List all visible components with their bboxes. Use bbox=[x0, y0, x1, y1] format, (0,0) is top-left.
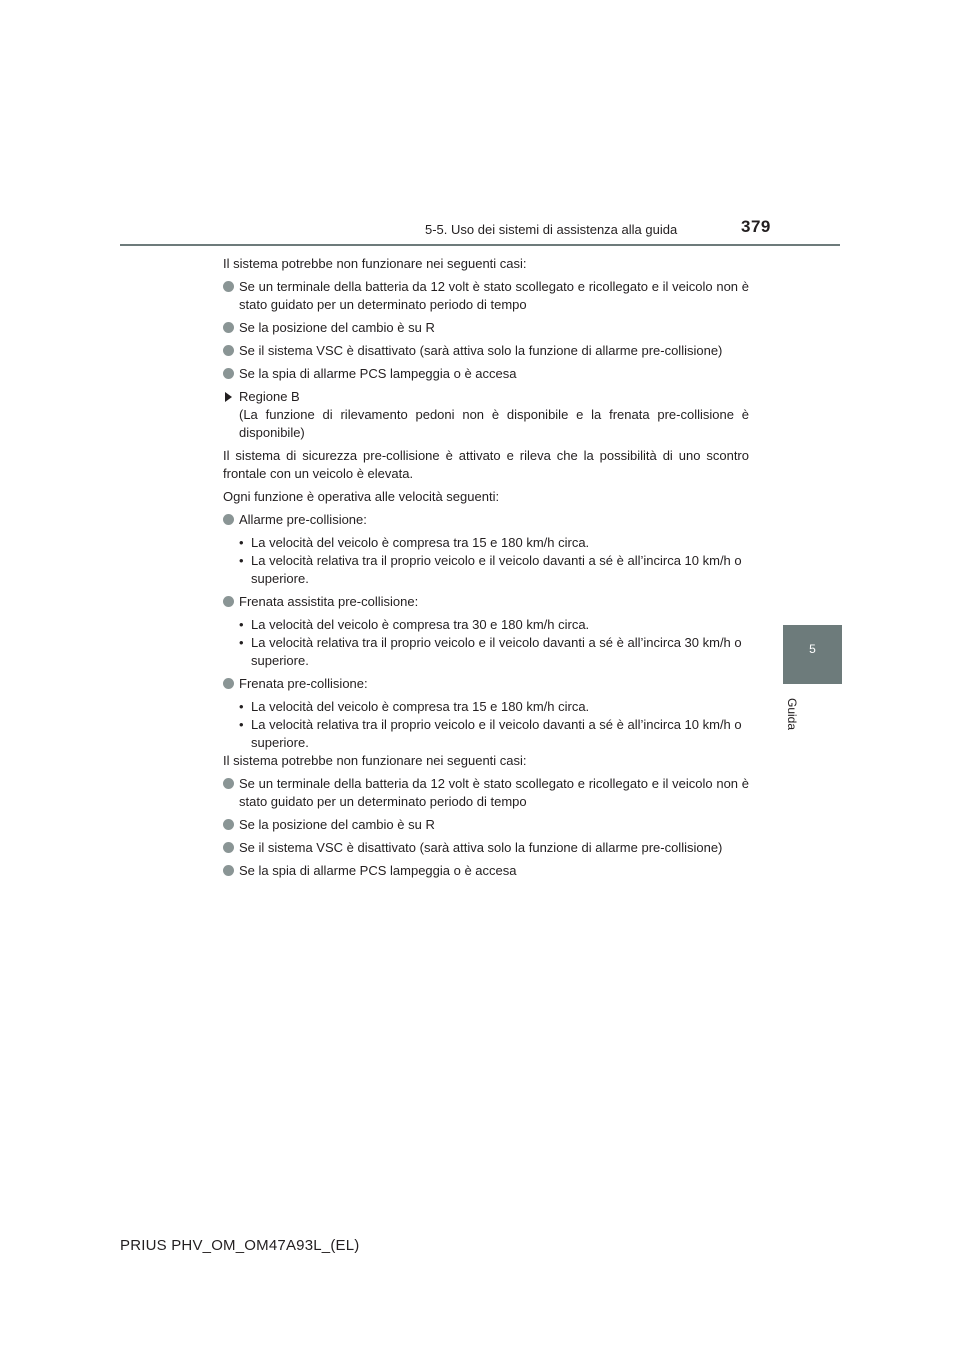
function-item: Allarme pre-collisione: bbox=[223, 511, 749, 529]
header-divider bbox=[120, 244, 840, 246]
condition-item: • La velocità relativa tra il proprio veicolo e il veicolo davanti a sé è all’incirca 30 km/h o superiore. bbox=[239, 635, 742, 668]
function-conditions bbox=[223, 534, 749, 588]
chapter-label bbox=[781, 698, 805, 738]
function-item: Frenata assistita pre-collisione: bbox=[223, 593, 749, 611]
section-title: 5-5. Uso dei sistemi di assistenza alla guida bbox=[425, 222, 678, 237]
bullet-circle-icon bbox=[223, 514, 234, 525]
bullet-dot-icon: • bbox=[239, 717, 244, 732]
region-note: (La funzione di rilevamento pedoni non è disponibile e la frenata pre-collisione è disponibile) bbox=[239, 407, 749, 440]
description-text: Il sistema di sicurezza pre-collisione è attivato e rileva che la possibilità di uno scontro frontale con un veicolo è elevata. bbox=[223, 448, 749, 481]
document-code: PRIUS PHV_OM_OM47A93L_(EL) bbox=[120, 1237, 360, 1254]
bullet-dot-icon: • bbox=[239, 553, 244, 568]
bullet-circle-icon bbox=[223, 368, 234, 379]
list-item: Se la posizione del cambio è su R bbox=[223, 319, 749, 337]
condition-item: • La velocità del veicolo è compresa tra 30 e 180 km/h circa. bbox=[239, 617, 590, 632]
chapter-tab-number: 5 bbox=[809, 642, 816, 656]
condition-item: • La velocità del veicolo è compresa tra 15 e 180 km/h circa. bbox=[239, 535, 590, 550]
bullet-circle-icon bbox=[223, 596, 234, 607]
bullet-circle-icon bbox=[223, 778, 234, 789]
function-item: Frenata pre-collisione: bbox=[223, 675, 749, 693]
function-conditions bbox=[223, 698, 749, 752]
description-text: Ogni funzione è operativa alle velocità seguenti: bbox=[223, 489, 500, 504]
bullet-dot-icon: • bbox=[239, 617, 244, 632]
function-conditions bbox=[223, 616, 749, 670]
list-item: Se un terminale della batteria da 12 volt è stato scollegato e ricollegato e il veicolo non è stato guidato per un determinato periodo di tempo bbox=[223, 775, 749, 811]
condition-item: • La velocità relativa tra il proprio veicolo e il veicolo davanti a sé è all’incirca 10 km/h o superiore. bbox=[239, 717, 742, 750]
list-item: Se un terminale della batteria da 12 volt è stato scollegato e ricollegato e il veicolo non è stato guidato per un determinato periodo di tempo bbox=[223, 278, 749, 314]
list-item: Se la spia di allarme PCS lampeggia o è accesa bbox=[223, 365, 749, 383]
triangle-arrow-icon bbox=[225, 392, 232, 402]
intro-text: Il sistema potrebbe non funzionare nei seguenti casi: bbox=[223, 256, 527, 271]
condition-item: • La velocità del veicolo è compresa tra 15 e 180 km/h circa. bbox=[239, 699, 590, 714]
list-item: Se il sistema VSC è disattivato (sarà attiva solo la funzione di allarme pre-collisione) bbox=[223, 839, 749, 857]
list-item: Se il sistema VSC è disattivato (sarà attiva solo la funzione di allarme pre-collisione) bbox=[223, 342, 749, 360]
region-title: Regione B bbox=[239, 389, 300, 404]
region-heading bbox=[223, 388, 749, 442]
condition-item: • La velocità relativa tra il proprio veicolo e il veicolo davanti a sé è all’incirca 10 km/h o superiore. bbox=[239, 553, 742, 586]
bullet-circle-icon bbox=[223, 678, 234, 689]
page-number: 379 bbox=[741, 217, 771, 236]
bullet-dot-icon: • bbox=[239, 635, 244, 650]
bullet-circle-icon bbox=[223, 865, 234, 876]
bullet-dot-icon: • bbox=[239, 535, 244, 550]
list-item: Se la posizione del cambio è su R bbox=[223, 816, 749, 834]
bullet-circle-icon bbox=[223, 345, 234, 356]
bullet-circle-icon bbox=[223, 819, 234, 830]
page-content bbox=[223, 255, 749, 885]
bullet-circle-icon bbox=[223, 281, 234, 292]
chapter-label-text: Guida bbox=[785, 698, 799, 731]
bullet-circle-icon bbox=[223, 842, 234, 853]
bullet-dot-icon: • bbox=[239, 699, 244, 714]
bullet-circle-icon bbox=[223, 322, 234, 333]
intro-text: Il sistema potrebbe non funzionare nei seguenti casi: bbox=[223, 753, 527, 768]
list-item: Se la spia di allarme PCS lampeggia o è accesa bbox=[223, 862, 749, 880]
